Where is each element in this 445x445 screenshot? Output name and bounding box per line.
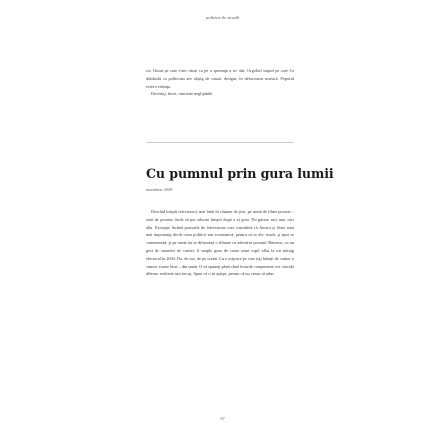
running-header: politica de stradă xyxy=(205,15,240,20)
page-number: 37 xyxy=(220,416,225,421)
section-divider xyxy=(146,142,294,143)
top-text-block xyxy=(146,67,294,98)
paragraph: Deveniţi, încet, cantitate neglijabilă. xyxy=(151,91,214,97)
section-body xyxy=(146,208,294,278)
paragraph: ria. Omul pe care l-am văzut ca pe o speranţă a ro- dat. Orgoliul stupid pe care l-a dobândit ca politician are câştig de cauză, desigur, în defavoarea noastră. Poporul evită evidenţa. xyxy=(146,68,294,89)
paragraph: Deschid liniştit televizorul, mai întâi în căutare de ştiri, pe urmă de filme proaste – axăt de proaste, încât să pot adormi liniştit după o zi grea. Nu găsesc nici una, nici alta. Excepţie făcând posturile de televiziune care consideră că Amica şi State sunt mai importanţi decât criza politică sau economică, pentru că se dis- tează, şi apoi se comentează, şi pe urmă iar se difuzează o filmare cu adevărat şocantă: Băsescu, cu un gest de smardoi de cartier, îi umple gura de carne unui copil aflat la un miting electoral în 2004. Da, de sus, de pe scenă. Cu o mişcare pe care toţi băieţii de cartier o cunosc foarte bine – din umăr. O să spuneţi până când forurile competente vor clucida dilema: realitate sau trucaj. Spun că o să aştept, pentru că nu vreau să aduc xyxy=(146,209,294,277)
section-title: Cu pumnul prin gura lumii xyxy=(146,166,334,181)
section-date: noiembrie 2009 xyxy=(146,187,173,192)
